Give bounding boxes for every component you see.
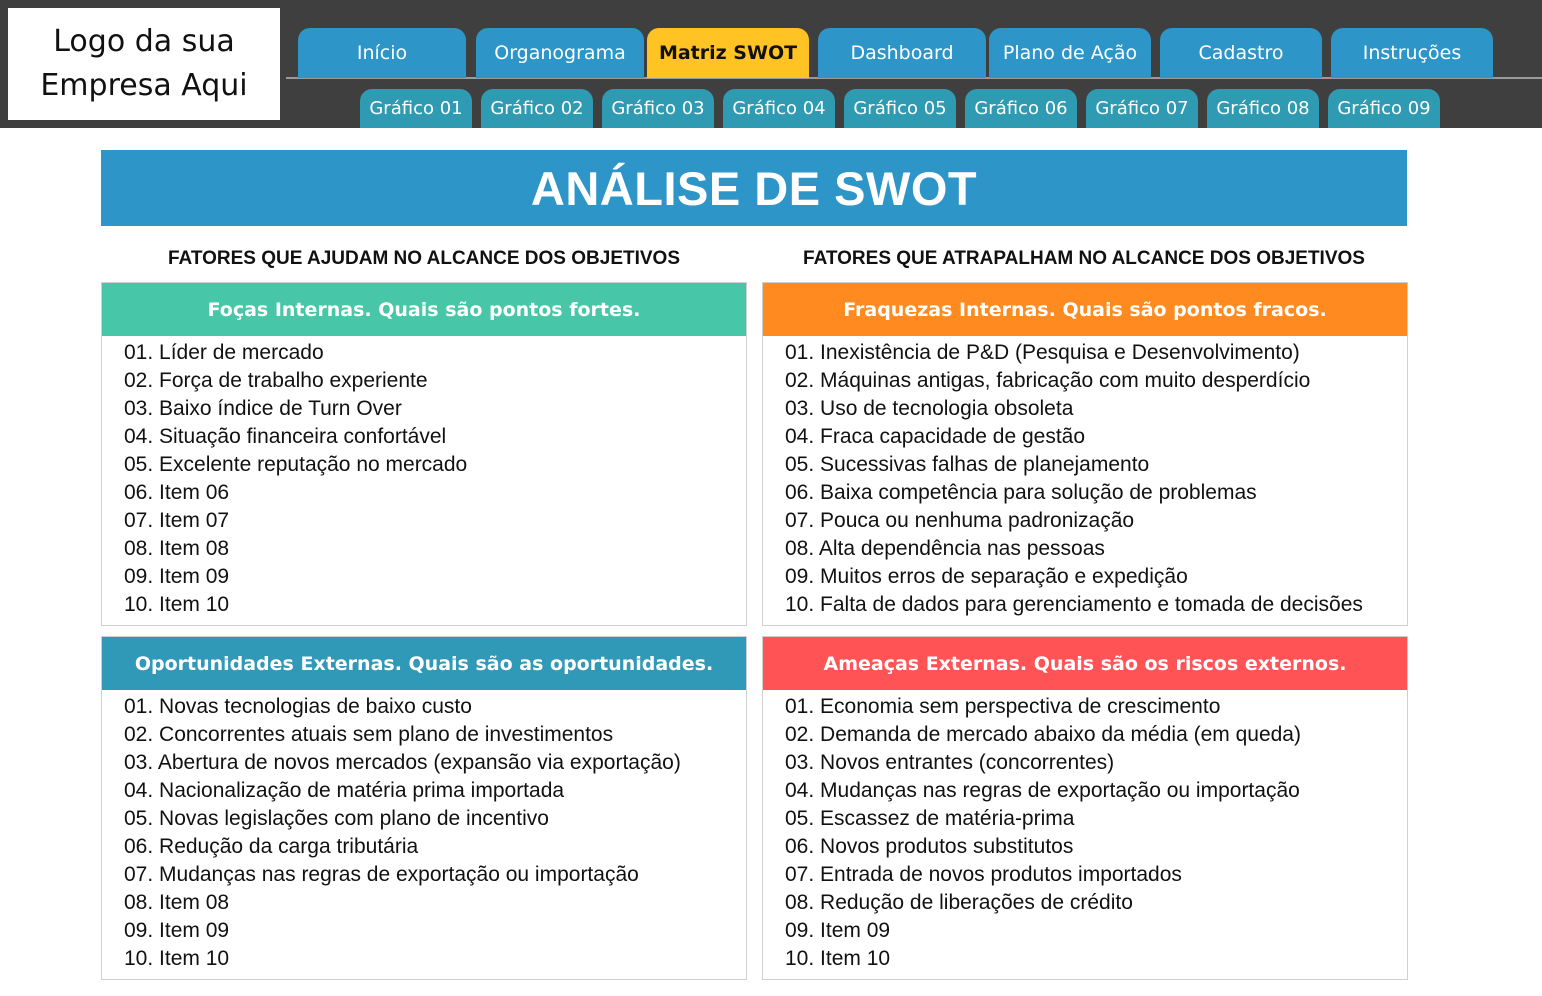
subtab-grafico-09[interactable]: Gráfico 09 bbox=[1328, 89, 1440, 128]
list-item[interactable]: 01. Líder de mercado bbox=[124, 341, 324, 364]
subtab-grafico-06[interactable]: Gráfico 06 bbox=[965, 89, 1077, 128]
threats-header: Ameaças Externas. Quais são os riscos externos. bbox=[763, 637, 1407, 690]
tab-inicio[interactable]: Início bbox=[298, 28, 466, 78]
list-item[interactable]: 04. Nacionalização de matéria prima importada bbox=[124, 779, 565, 802]
tab-plano-de-acao[interactable]: Plano de Ação bbox=[989, 28, 1151, 78]
list-item[interactable]: 10. Item 10 bbox=[124, 947, 230, 970]
tab-organograma[interactable]: Organograma bbox=[476, 28, 644, 78]
top-navigation-bar bbox=[0, 0, 1542, 128]
list-item[interactable]: 08. Alta dependência nas pessoas bbox=[785, 537, 1105, 560]
list-item[interactable]: 06. Baixa competência para solução de problemas bbox=[785, 481, 1257, 504]
subtab-grafico-04[interactable]: Gráfico 04 bbox=[723, 89, 835, 128]
list-item[interactable]: 07. Pouca ou nenhuma padronização bbox=[785, 509, 1135, 532]
list-item[interactable]: 06. Item 06 bbox=[124, 481, 230, 504]
list-item[interactable]: 07. Mudanças nas regras de exportação ou importação bbox=[124, 863, 639, 886]
opportunities-list bbox=[102, 690, 746, 973]
strengths-list bbox=[102, 336, 746, 619]
threats-list bbox=[763, 690, 1407, 973]
weaknesses-header: Fraquezas Internas. Quais são pontos fracos. bbox=[763, 283, 1407, 336]
page-title: ANÁLISE DE SWOT bbox=[101, 150, 1407, 226]
subtab-grafico-03[interactable]: Gráfico 03 bbox=[602, 89, 714, 128]
list-item[interactable]: 04. Situação financeira confortável bbox=[124, 425, 447, 448]
list-item[interactable]: 05. Sucessivas falhas de planejamento bbox=[785, 453, 1150, 476]
list-item[interactable]: 07. Entrada de novos produtos importados bbox=[785, 863, 1182, 886]
subtab-grafico-07[interactable]: Gráfico 07 bbox=[1086, 89, 1198, 128]
list-item[interactable]: 07. Item 07 bbox=[124, 509, 230, 532]
subtab-grafico-01[interactable]: Gráfico 01 bbox=[360, 89, 472, 128]
logo-line-1: Logo da sua bbox=[53, 24, 235, 59]
helping-factors-heading: FATORES QUE AJUDAM NO ALCANCE DOS OBJETIVOS bbox=[168, 248, 680, 269]
list-item[interactable]: 06. Redução da carga tributária bbox=[124, 835, 419, 858]
list-item[interactable]: 02. Concorrentes atuais sem plano de investimentos bbox=[124, 723, 614, 746]
list-item[interactable]: 03. Baixo índice de Turn Over bbox=[124, 397, 402, 420]
opportunities-box bbox=[101, 636, 747, 980]
strengths-header: Foças Internas. Quais são pontos fortes. bbox=[102, 283, 746, 336]
list-item[interactable]: 01. Inexistência de P&D (Pesquisa e Desenvolvimento) bbox=[785, 341, 1300, 364]
list-item[interactable]: 09. Item 09 bbox=[124, 565, 230, 588]
threats-box bbox=[762, 636, 1408, 980]
list-item[interactable]: 10. Falta de dados para gerenciamento e tomada de decisões bbox=[785, 593, 1363, 616]
list-item[interactable]: 05. Excelente reputação no mercado bbox=[124, 453, 468, 476]
subtab-grafico-08[interactable]: Gráfico 08 bbox=[1207, 89, 1319, 128]
weaknesses-box bbox=[762, 282, 1408, 626]
list-item[interactable]: 03. Abertura de novos mercados (expansão via exportação) bbox=[124, 751, 681, 774]
list-item[interactable]: 04. Mudanças nas regras de exportação ou importação bbox=[785, 779, 1300, 802]
list-item[interactable]: 05. Novas legislações com plano de incentivo bbox=[124, 807, 549, 830]
list-item[interactable]: 08. Redução de liberações de crédito bbox=[785, 891, 1133, 914]
list-item[interactable]: 09. Item 09 bbox=[785, 919, 891, 942]
tab-dashboard[interactable]: Dashboard bbox=[818, 28, 986, 78]
list-item[interactable]: 03. Novos entrantes (concorrentes) bbox=[785, 751, 1115, 774]
list-item[interactable]: 09. Muitos erros de separação e expedição bbox=[785, 565, 1188, 588]
list-item[interactable]: 02. Demanda de mercado abaixo da média (em queda) bbox=[785, 723, 1301, 746]
list-item[interactable]: 01. Novas tecnologias de baixo custo bbox=[124, 695, 472, 718]
hindering-factors-heading: FATORES QUE ATRAPALHAM NO ALCANCE DOS OBJETIVOS bbox=[803, 248, 1365, 269]
opportunities-header: Oportunidades Externas. Quais são as oportunidades. bbox=[102, 637, 746, 690]
list-item[interactable]: 08. Item 08 bbox=[124, 537, 230, 560]
list-item[interactable]: 01. Economia sem perspectiva de crescimento bbox=[785, 695, 1221, 718]
subtab-grafico-02[interactable]: Gráfico 02 bbox=[481, 89, 593, 128]
list-item[interactable]: 09. Item 09 bbox=[124, 919, 230, 942]
list-item[interactable]: 04. Fraca capacidade de gestão bbox=[785, 425, 1086, 448]
tab-instrucoes[interactable]: Instruções bbox=[1331, 28, 1493, 78]
list-item[interactable]: 03. Uso de tecnologia obsoleta bbox=[785, 397, 1074, 420]
company-logo-placeholder bbox=[8, 8, 280, 120]
subtab-grafico-05[interactable]: Gráfico 05 bbox=[844, 89, 956, 128]
list-item[interactable]: 08. Item 08 bbox=[124, 891, 230, 914]
list-item[interactable]: 06. Novos produtos substitutos bbox=[785, 835, 1074, 858]
weaknesses-list bbox=[763, 336, 1407, 619]
list-item[interactable]: 02. Máquinas antigas, fabricação com muito desperdício bbox=[785, 369, 1311, 392]
list-item[interactable]: 02. Força de trabalho experiente bbox=[124, 369, 428, 392]
strengths-box bbox=[101, 282, 747, 626]
list-item[interactable]: 10. Item 10 bbox=[124, 593, 230, 616]
list-item[interactable]: 10. Item 10 bbox=[785, 947, 891, 970]
tab-cadastro[interactable]: Cadastro bbox=[1160, 28, 1322, 78]
list-item[interactable]: 05. Escassez de matéria-prima bbox=[785, 807, 1075, 830]
tab-matriz-swot[interactable]: Matriz SWOT bbox=[647, 28, 809, 78]
logo-line-2: Empresa Aqui bbox=[40, 68, 248, 103]
